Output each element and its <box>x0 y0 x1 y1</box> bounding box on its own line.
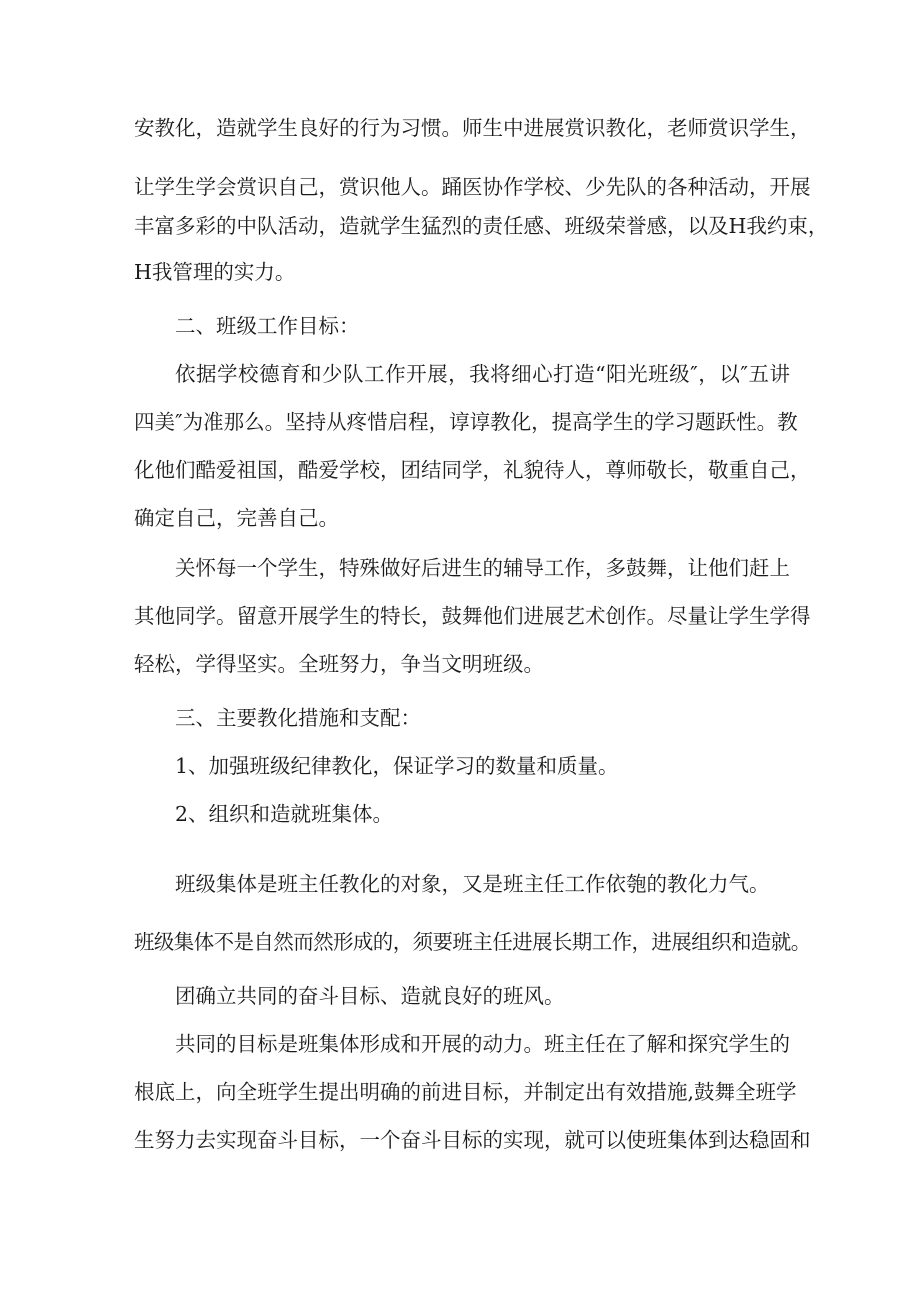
paragraph-8: 班级集体是班主任教化的对象，又是班主任工作依匏的教化力气。 <box>175 872 770 896</box>
paragraph-3-line-4: 确定自己，完善自己。 <box>134 506 339 530</box>
paragraph-9: 班级集体不是自然而然形成的，须要班主任进展长期工作，进展组织和造就。 <box>134 930 811 954</box>
paragraph-11-line-3: 生努力去实现奋斗目标，一个奋斗目标的实现，就可以使班集体到达稳固和 <box>134 1128 811 1152</box>
paragraph-4-line-3: 轻松，学得坚实。全班努力，争当文明班级。 <box>134 652 544 676</box>
paragraph-3-line-2: 四美″为准那么。坚持从疼惜启程，谆谆教化，提高学生的学习题跃性。教 <box>134 410 798 434</box>
paragraph-11-line-2: 根底上，向全班学生提出明确的前进目标，并制定出有效措施,鼓舞全班学 <box>134 1080 797 1104</box>
section-heading-measures: 三、主要教化措施和支配： <box>175 706 421 730</box>
paragraph-1-line-3: 丰富多彩的中队活动，造就学生猛烈的责任感、班级荣誉感，以及H我约束， <box>134 214 829 238</box>
paragraph-3-line-1: 依据学校德育和少队工作开展，我将细心打造“阳光班级″，以″五讲 <box>175 362 790 386</box>
list-item-2: 2、组织和造就班集体。 <box>175 802 394 826</box>
paragraph-1-line-4: H我管理的实力。 <box>134 260 296 284</box>
paragraph-3-line-3: 化他们酷爱祖国，酷爱学校，团结同学，礼貌待人，尊师敬长，敬重自己， <box>134 458 811 482</box>
paragraph-1-line-2: 让学生学会赏识自己，赏识他人。踊医协作学校、少先队的各种活动，开展 <box>134 175 811 199</box>
paragraph-11-line-1: 共同的目标是班集体形成和开展的动力。班主任在了解和探究学生的 <box>175 1032 790 1056</box>
paragraph-10: 团确立共同的奋斗目标、造就良好的班风。 <box>175 984 565 1008</box>
section-heading-goals: 二、班级工作目标： <box>175 314 360 338</box>
paragraph-1-line-1: 安教化，造就学生良好的行为习惯。师生中进展赏识教化，老师赏识学生， <box>134 116 811 140</box>
paragraph-4-line-1: 关怀每一个学生，特殊做好后进生的辅导工作，多鼓舞，让他们赶上 <box>175 556 790 580</box>
list-item-1: 1、加强班级纪律教化，保证学习的数量和质量。 <box>175 754 619 778</box>
paragraph-4-line-2: 其他同学。留意开展学生的特长，鼓舞他们进展艺术创作。尽量让学生学得 <box>134 604 811 628</box>
